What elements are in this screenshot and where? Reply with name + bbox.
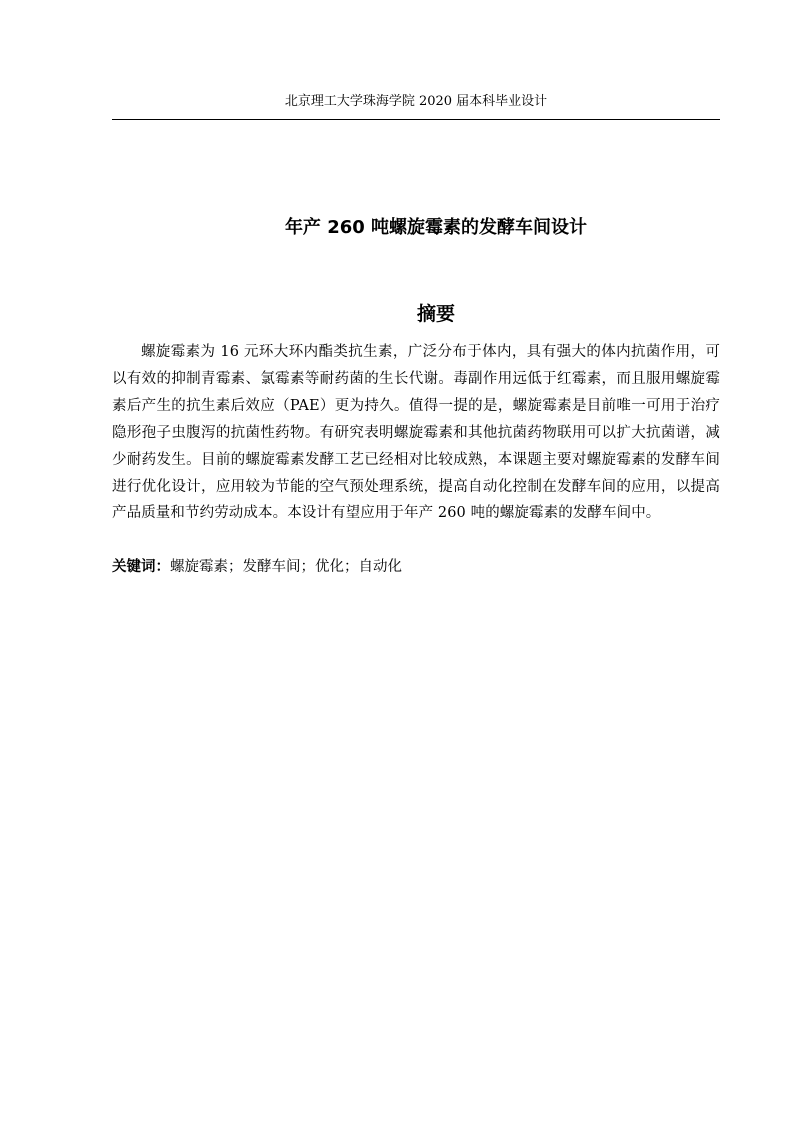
header-rule <box>112 119 720 120</box>
abstract-heading: 摘要 <box>416 303 455 325</box>
abstract-body: 螺旋霉素为 16 元环大环内酯类抗生素，广泛分布于体内，具有强大的体内抗菌作用，可以有效的抑制青霉素、氯霉素等耐药菌的生长代谢。毒副作用远低于红霉素，而且服用螺旋霉素后产生的抗生素后效应（PAE）更为持久。值得一提的是，螺旋霉素是目前唯一可用于治疗隐形孢子虫腹泻的抗菌性药物。有研究表明螺旋霉素和其他抗菌药物联用可以扩大抗菌谱，减少耐药发生。目前的螺旋霉素发酵工艺已经相对比较成熟，本课题主要对螺旋霉素的发酵车间进行优化设计，应用较为节能的空气预处理系统，提高自动化控制在发酵车间的应用，以提高产品质量和节约劳动成本。本设计有望应用于年产 260 吨的螺旋霉素的发酵车间中。 <box>112 344 720 522</box>
keywords-line <box>112 554 720 580</box>
keywords-values: 螺旋霉素；发酵车间；优化；自动化 <box>170 559 402 575</box>
keywords-label: 关键词： <box>112 559 170 575</box>
document-title: 年产 260 吨螺旋霉素的发酵车间设计 <box>284 217 588 238</box>
page-header: 北京理工大学珠海学院 2020 届本科毕业设计 <box>284 94 548 109</box>
